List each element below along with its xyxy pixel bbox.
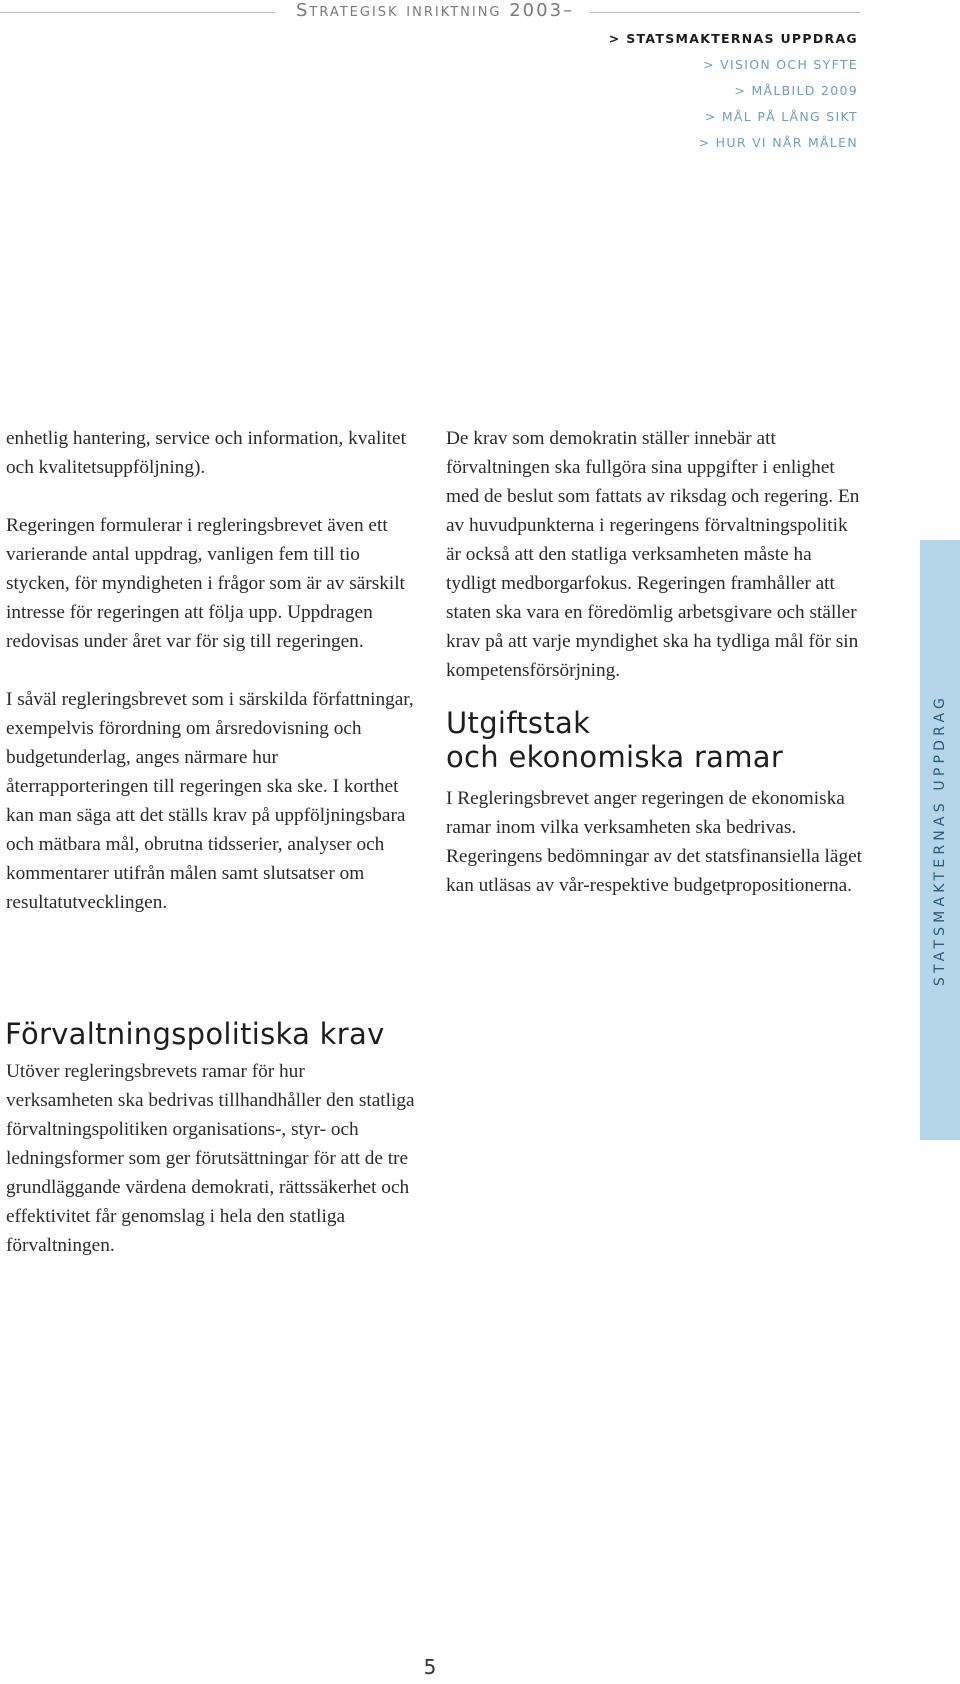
heading-line: Utgiftstak — [446, 706, 591, 740]
nav-item-vision-och-syfte[interactable]: > VISION OCH SYFTE — [703, 57, 858, 72]
running-head: Strategisk inriktning 2003– — [295, 0, 575, 21]
body-paragraph: De krav som demokratin ställer innebär att förvaltningen ska fullgöra sina uppgifter i enlighet med de beslut som fattats av riksdag och regering. En av huvudpunkterna i regeringens förvaltningspolitik är också att den statliga verksamheten måste ha tydligt medborgarfokus. Regeringen framhåller att staten ska vara en föredömlig arbetsgivare och ställer krav på att varje myndighet ska ha tydliga mål för sin kompetensförsörjning. — [446, 428, 860, 681]
header-rule-right — [590, 12, 860, 13]
side-tab-label: STATSMAKTERNAS UPPDRAG — [932, 693, 948, 987]
section-nav — [609, 26, 858, 156]
side-section-tab[interactable] — [920, 540, 960, 1140]
nav-item-malbild-2009[interactable]: > MÅLBILD 2009 — [734, 83, 858, 98]
body-paragraph: enhetlig hantering, service och information, kvalitet och kvalitetsuppföljning). — [6, 428, 406, 478]
section-heading-forvaltningspolitiska-krav: Förvaltningspolitiska krav — [5, 1017, 385, 1051]
body-paragraph: I såväl regleringsbrevet som i särskilda författningar, exempelvis förordning om årsredovisning och budgetunderlag, anges närmare hur återrapporteringen till regeringen ska ske. I korthet kan man säga att det ställs krav på uppföljningsbara och mätbara mål, obrutna tidsserier, analyser och kommentarer utifrån målen samt slutsatser om resultatutvecklingen. — [6, 689, 414, 913]
heading-line: och ekonomiska ramar — [446, 740, 784, 774]
nav-item-hur-vi-nar-malen[interactable]: > HUR VI NÅR MÅLEN — [698, 135, 858, 150]
body-paragraph: Utöver regleringsbrevets ramar för hur verksamheten ska bedrivas tillhandhåller den statliga förvaltningspolitiken organisations-, styr- och ledningsformer som ger förutsättningar för att de tre grundläggande värdena demokrati, rättssäkerhet och effektivitet får genomslag i hela den statliga förvaltningen. — [6, 1061, 415, 1256]
body-paragraph: I Regleringsbrevet anger regeringen de ekonomiska ramar inom vilka verksamheten ska bedrivas. Regeringens bedömningar av det statsfinansiella läget kan utläsas av vår-respektive budgetpropositionerna. — [446, 788, 863, 896]
section-heading-utgiftstak — [446, 706, 866, 774]
left-column — [6, 424, 416, 917]
page-number: 5 — [423, 1655, 437, 1679]
body-paragraph: Regeringen formulerar i regleringsbrevet även ett varierande antal uppdrag, vanligen fem till tio stycken, för myndigheten i frågor som är av särskilt intresse för regeringen att följa upp. Uppdragen redovisas under året var för sig till regeringen. — [6, 515, 405, 652]
nav-item-mal-pa-lang-sikt[interactable]: > MÅL PÅ LÅNG SIKT — [704, 109, 858, 124]
nav-item-statsmakternas-uppdrag[interactable]: > STATSMAKTERNAS UPPDRAG — [608, 31, 858, 46]
header-rule-left — [0, 12, 275, 13]
right-column — [446, 424, 866, 900]
